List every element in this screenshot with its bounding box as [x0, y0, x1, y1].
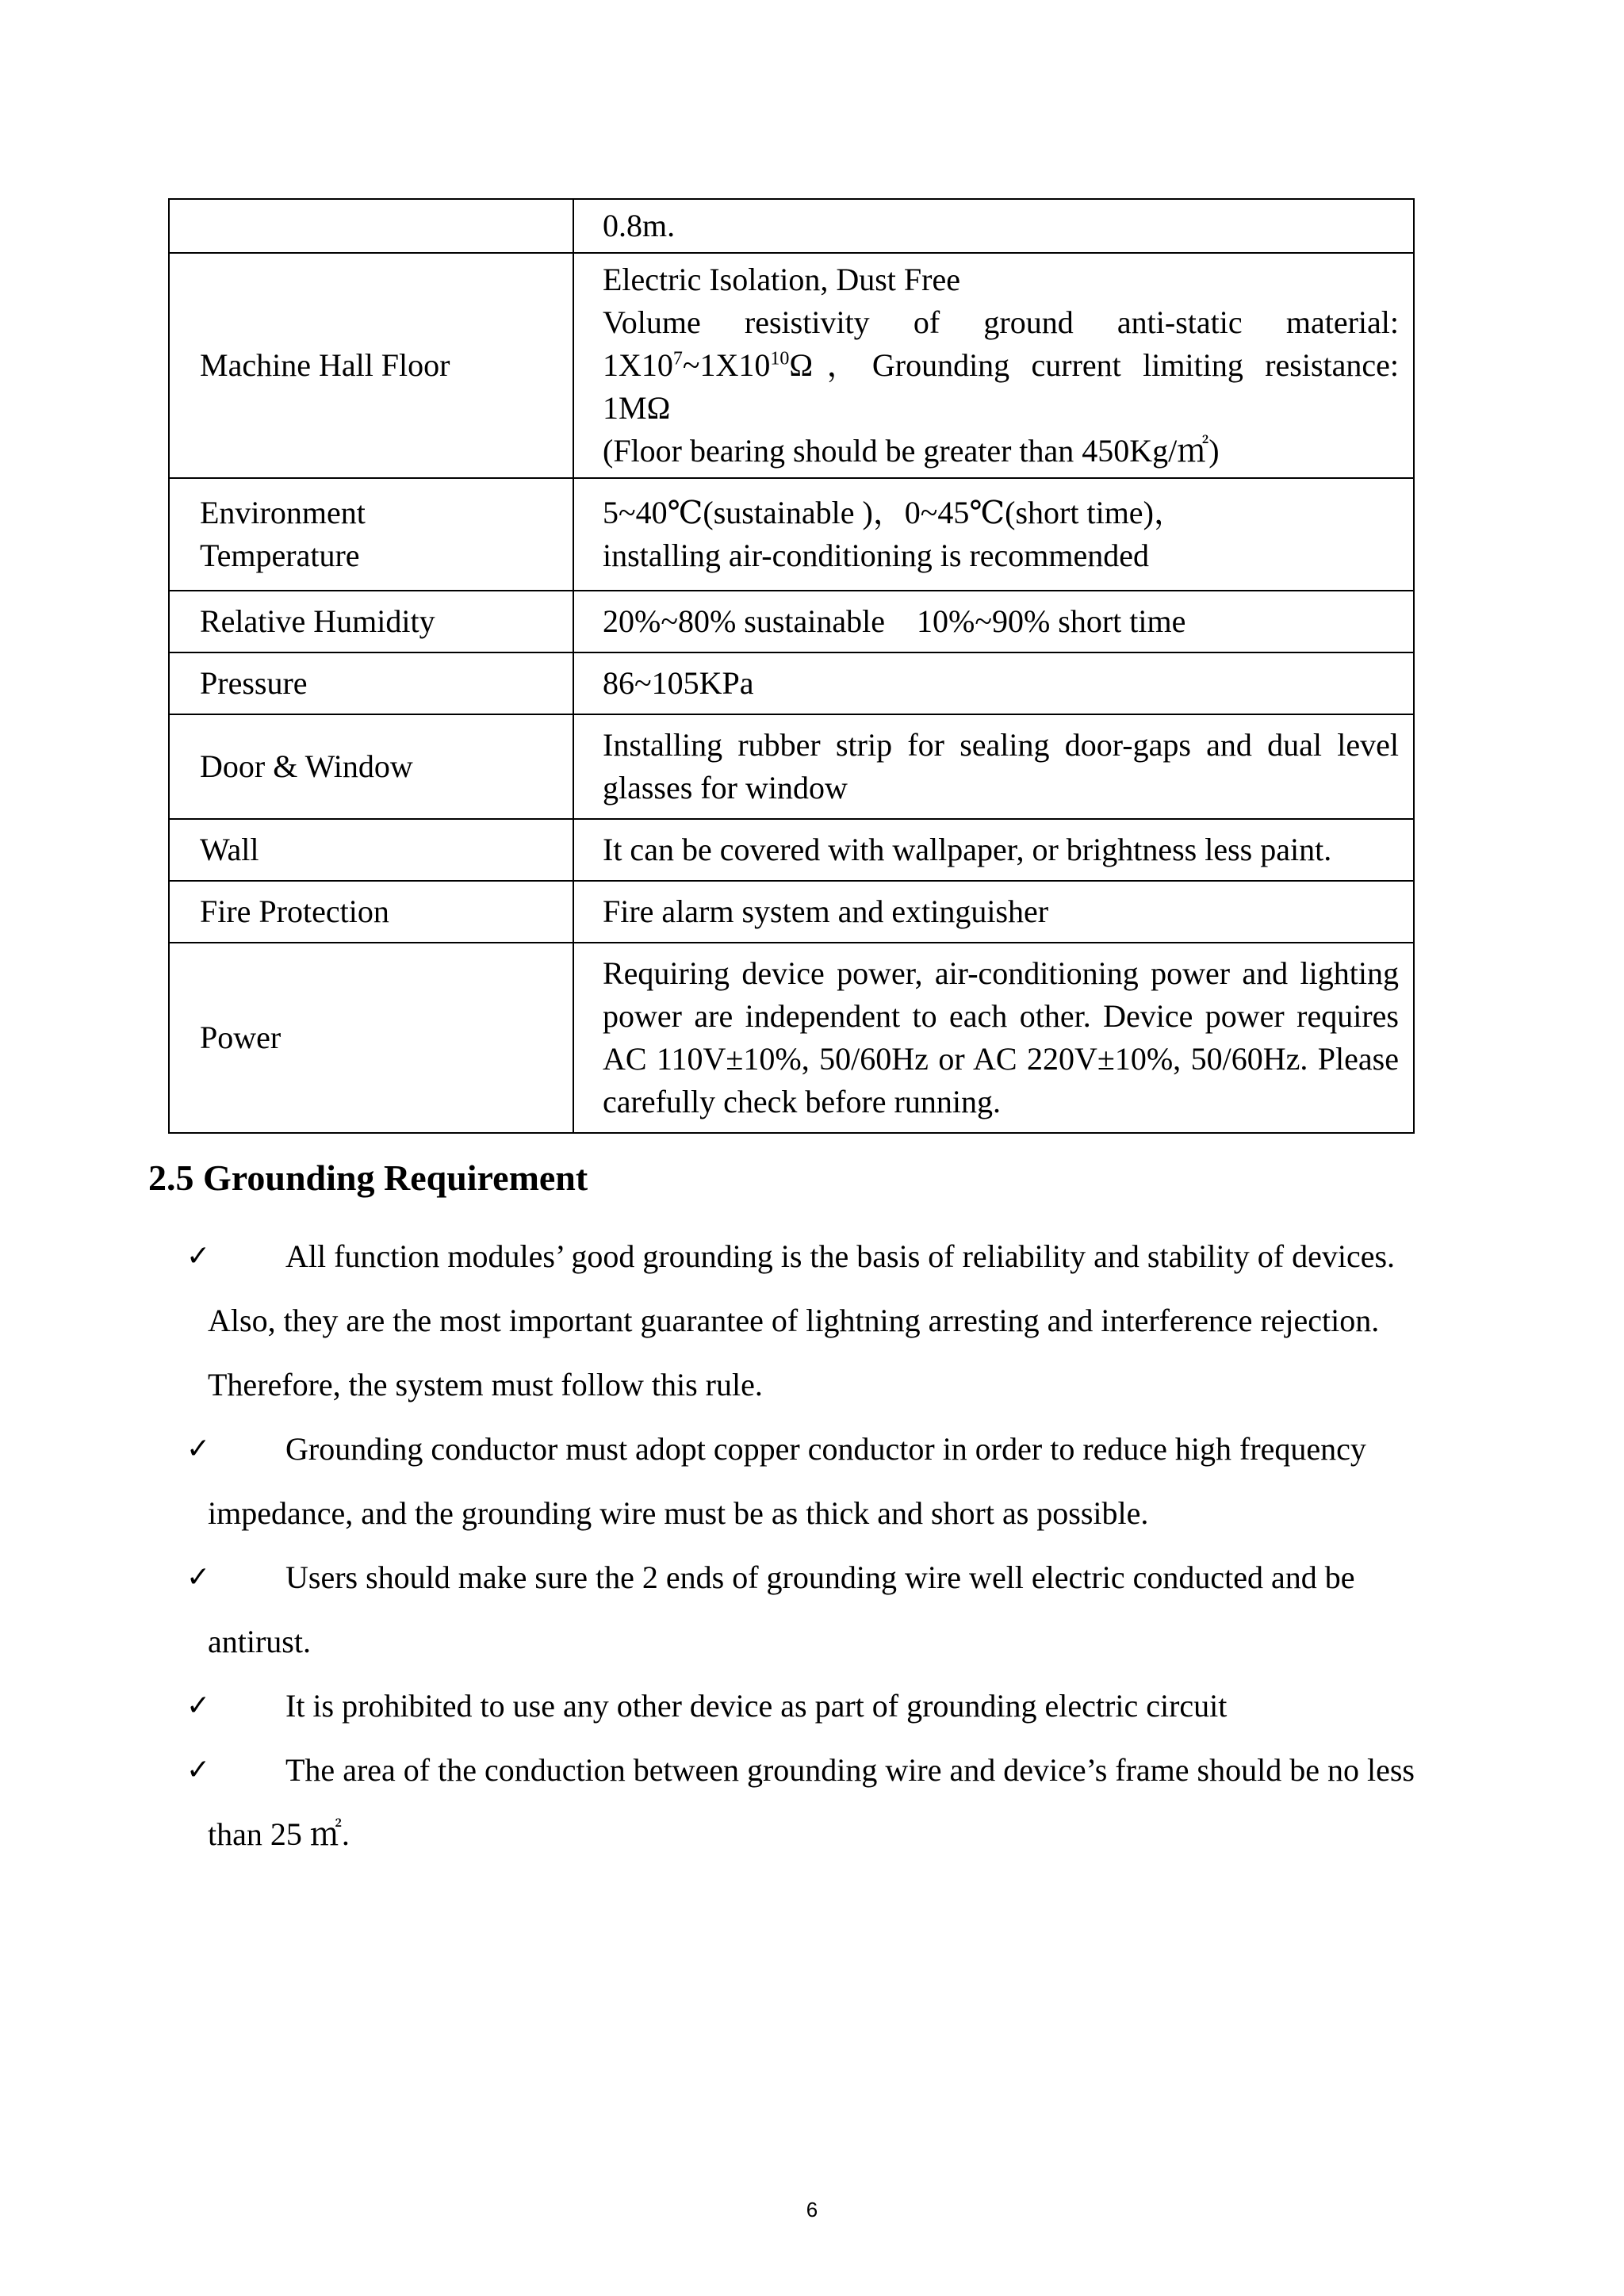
value-line: [603, 344, 1399, 430]
grounding-requirement-list: [186, 1224, 1439, 1866]
exponent: 7: [672, 348, 683, 369]
row-value: 86~105KPa: [573, 652, 1414, 714]
list-item: [186, 1417, 1439, 1545]
row-label: Machine Hall Floor: [169, 253, 573, 478]
row-value: It can be covered with wallpaper, or brightness less paint.: [573, 819, 1414, 881]
value-line: Volume resistivity of ground anti-static material:: [603, 304, 1399, 340]
row-label: Door & Window: [169, 714, 573, 819]
row-label: Wall: [169, 819, 573, 881]
value-text: 1X10: [603, 347, 673, 383]
checkmark-icon: ✓: [186, 1754, 211, 1786]
table-row: [169, 714, 1414, 819]
value-line: 5~40℃(sustainable )，0~45℃(short time)，: [603, 495, 1185, 530]
exponent: 10: [770, 348, 790, 369]
row-value: Fire alarm system and extinguisher: [573, 881, 1414, 943]
bullet-text: All function modules’ good grounding is the basis of reliability and stability of devices. Also, they are the most important guarantee of lightning arresting and interference rejection. Therefore, the system must follow this rule.: [208, 1238, 1396, 1402]
bullet-text: It is prohibited to use any other device as part of grounding electric circuit: [285, 1688, 1228, 1724]
checkmark-icon: ✓: [186, 1433, 211, 1465]
value-line: installing air-conditioning is recommended: [603, 538, 1150, 573]
label-line: Environment: [200, 495, 366, 530]
value-text: Ω，Grounding current limiting resistance: 1MΩ: [603, 347, 1399, 426]
bullet-text: Users should make sure the 2 ends of grounding wire well electric conducted and be antirust.: [208, 1559, 1355, 1659]
list-item: [186, 1224, 1439, 1417]
value-text: ~1X10: [682, 347, 771, 383]
row-value: 0.8m.: [573, 199, 1414, 253]
table-row: [169, 199, 1414, 253]
list-item: [186, 1545, 1439, 1674]
row-label: Relative Humidity: [169, 591, 573, 652]
list-item: [186, 1738, 1439, 1866]
table-row: [169, 652, 1414, 714]
table-row: [169, 478, 1414, 591]
row-label: Power: [169, 943, 573, 1133]
row-label: Pressure: [169, 652, 573, 714]
page-number: 6: [806, 2198, 818, 2221]
row-label: Fire Protection: [169, 881, 573, 943]
value-line: Electric Isolation, Dust Free: [603, 262, 960, 297]
table-row: [169, 819, 1414, 881]
table-row: [169, 881, 1414, 943]
checkmark-icon: ✓: [186, 1240, 211, 1272]
table-row: [169, 253, 1414, 478]
table-row: [169, 591, 1414, 652]
row-value: [573, 253, 1414, 478]
row-value: 20%~80% sustainable 10%~90% short time: [573, 591, 1414, 652]
row-value: [573, 478, 1414, 591]
label-line: Temperature: [200, 538, 360, 573]
row-value: Requiring device power, air-conditioning power and lighting power are independent to each other. Device power requires AC 110V±10%, 50/60Hz or AC 220V±10%, 50/60Hz. Please carefully check before running.: [573, 943, 1414, 1133]
checkmark-icon: ✓: [186, 1689, 211, 1722]
row-label: [169, 199, 573, 253]
list-item: [186, 1674, 1439, 1738]
bullet-text: Grounding conductor must adopt copper conductor in order to reduce high frequency impedance, and the grounding wire must be as thick and short as possible.: [208, 1431, 1366, 1531]
table-row: [169, 943, 1414, 1133]
row-label: [169, 478, 573, 591]
environment-spec-table: [168, 198, 1415, 1134]
checkmark-icon: ✓: [186, 1561, 211, 1594]
row-value: Installing rubber strip for sealing door-gaps and dual level glasses for window: [573, 714, 1414, 819]
value-line: (Floor bearing should be greater than 450Kg/㎡): [603, 433, 1220, 469]
bullet-text: The area of the conduction between grounding wire and device’s frame should be no less than 25 ㎡.: [208, 1752, 1415, 1852]
section-heading: 2.5 Grounding Requirement: [148, 1158, 588, 1198]
